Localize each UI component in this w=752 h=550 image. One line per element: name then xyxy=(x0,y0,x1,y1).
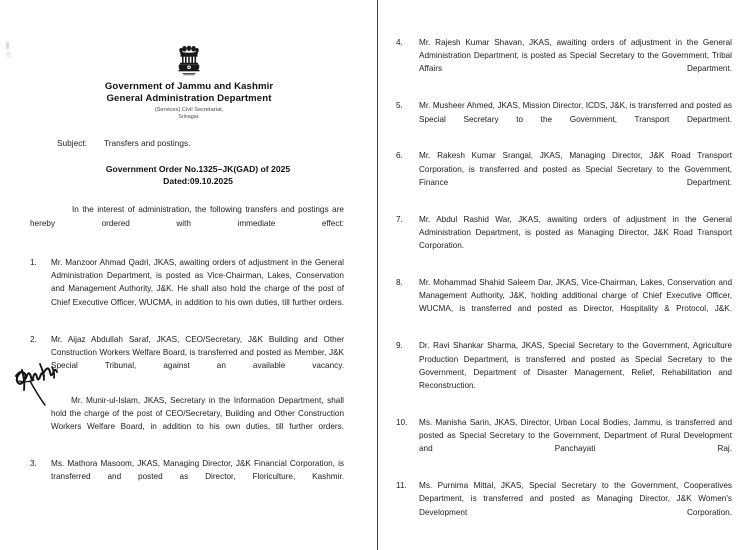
letterhead xyxy=(0,0,378,121)
document-page-right xyxy=(378,0,752,550)
subject-row xyxy=(0,138,378,148)
order-item-text: Mr. Aijaz Abdullah Saraf, JKAS, CEO/Secretary, J&K Building and Other Construction Workers Welfare Board, is transferred and posted as Member, J&K Special Tribunal, against an available vacancy. xyxy=(51,334,344,370)
order-item-text: Ms. Mathora Masoom, JKAS, Managing Director, J&K Financial Corporation, is transferred and posted as Director, Floriculture, Kashmir. xyxy=(51,459,344,482)
scan-artifact xyxy=(6,52,11,57)
order-item-number: 6. xyxy=(396,151,403,161)
ashoka-lion-capital-emblem xyxy=(174,44,204,78)
subject-label: Subject: xyxy=(57,138,87,149)
order-item-number: 10. xyxy=(396,417,408,427)
order-item-number: 1. xyxy=(30,258,37,268)
order-item xyxy=(396,99,732,139)
order-item xyxy=(396,149,732,202)
order-item xyxy=(396,276,732,329)
order-item-text: Mr. Musheer Ahmed, JKAS, Mission Director, ICDS, J&K, is transferred and posted as Special Secretary to the Government, Transport Department. xyxy=(419,101,732,124)
order-item-text: Ms. Purnima Mittal, JKAS, Special Secretary to the Government, Cooperatives Department, is transferred and posted as Managing Director, J&K Women's Development Corporation. xyxy=(419,481,732,517)
order-item-number: 7. xyxy=(396,214,403,224)
order-item-number: 11. xyxy=(396,481,407,491)
subject-value: Transfers and postings. xyxy=(104,138,191,149)
intro-paragraph: In the interest of administration, the following transfers and postings are hereby ordered with immediate effect: xyxy=(30,205,344,228)
order-item-text: Ms. Manisha Sarin, JKAS, Director, Urban Local Bodies, Jammu, is transferred and posted as Special Secretary to the Government, Department of Rural Development and Panchayati Raj. xyxy=(419,417,732,454)
order-items-right xyxy=(378,0,752,532)
order-item-number: 5. xyxy=(396,101,403,111)
order-item xyxy=(30,256,344,322)
order-item-text: Mr. Rajesh Kumar Shavan, JKAS, awaiting orders of adjustment in the General Administration Department, is posted as Special Secretary to the Government, Tribal Affairs Department. xyxy=(419,38,732,74)
organization-address-line1: (Services) Civil Secretariat, xyxy=(154,106,224,113)
order-item-number: 8. xyxy=(396,278,403,288)
order-date: Dated:09.10.2025 xyxy=(163,175,233,186)
order-item xyxy=(30,457,344,497)
order-number-block xyxy=(0,164,378,187)
order-item-number: 9. xyxy=(396,341,403,351)
order-item-number: 3. xyxy=(30,459,37,469)
order-item-text: Dr. Ravi Shankar Sharma, JKAS, Special Secretary to the Government, Agriculture Production Department, is transferred and posted as Special Secretary to the Government, Department of Disaster Management, Relief, Rehabilitation and Reconstruction. xyxy=(419,341,732,390)
order-number: Government Order No.1325–JK(GAD) of 2025 xyxy=(105,164,291,175)
order-item-text: Mr. Abdul Rashid War, JKAS, awaiting orders of adjustment in the General Administration Department, is posted as Managing Director, J&K Road Transport Corporation. xyxy=(419,214,732,251)
organization-address-line2: Srinagar. xyxy=(178,114,200,121)
order-item-number: 2. xyxy=(30,334,37,344)
order-item xyxy=(396,416,732,469)
order-item-text: Mr. Mohammad Shahid Saleem Dar, JKAS, Vice-Chairman, Lakes, Conservation and Management Authority, J&K, holding additional charge of Chief Executive Officer, WUCMA, is transferred and posted as Director, Hospitality & Protocol, J&K. xyxy=(419,278,732,314)
order-item xyxy=(30,333,344,386)
handwritten-signature xyxy=(8,348,74,410)
order-item-text: Mr. Manzoor Ahmad Qadri, JKAS, awaiting orders of adjustment in the General Administration Department, is posted as Vice-Chairman, Lakes, Conservation and Management Authority, J&K. He shall also hold the charge of the post of Chief Executive Officer, WUCMA, in addition to his own duties, till further orders. xyxy=(51,258,344,307)
order-item xyxy=(396,213,732,266)
organization-name-line1: Government of Jammu and Kashmir xyxy=(104,81,274,92)
order-item xyxy=(396,339,732,405)
organization-name-line2: General Administration Department xyxy=(106,93,272,105)
scan-artifact xyxy=(6,42,9,49)
order-item xyxy=(396,479,732,532)
order-item-number: 4. xyxy=(396,38,403,47)
order-item-text: Mr. Rakesh Kumar Srangal, JKAS, Managing Director, J&K Road Transport Corporation, is transferred and posted as Special Secretary to the Government, Finance Department. xyxy=(419,151,732,187)
order-item xyxy=(396,36,732,89)
order-item-subparagraph: Mr. Munir-ul-Islam, JKAS, Secretary in the Information Department, shall hold the charge of the post of CEO/Secretary, Building and Other Construction Workers Welfare Board, in addition to his own duties, till further orders. xyxy=(51,395,344,432)
